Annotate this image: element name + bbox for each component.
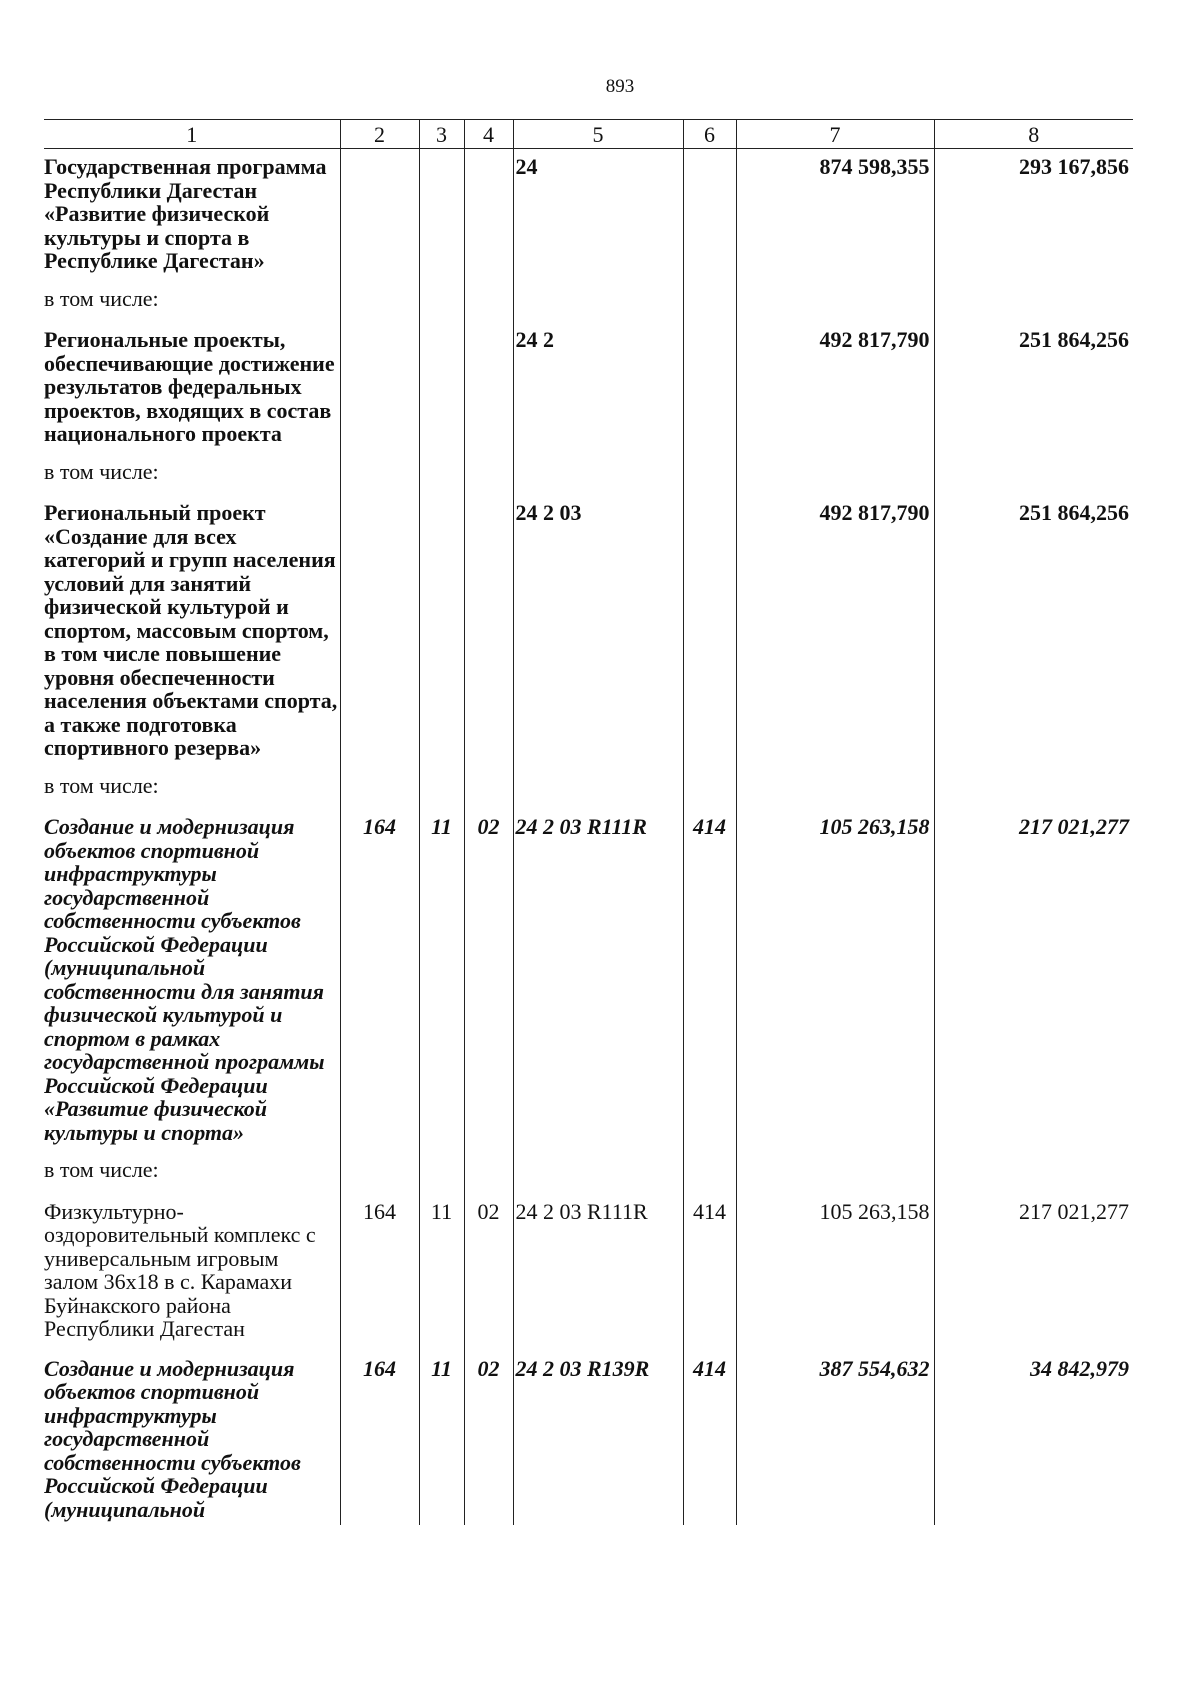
cell-amount-col7 [736,770,934,810]
cell-expense-type-code [683,322,736,456]
cell-amount-col7: 105 263,158 [736,1194,934,1351]
column-header-7: 7 [736,120,934,149]
cell-expense-type-code [683,149,736,283]
cell-amount-col8: 251 864,256 [934,322,1133,456]
table-row [44,283,1133,323]
cell-section-code: 11 [419,1194,464,1351]
cell-ministry-code [340,283,419,323]
table-row [44,322,1133,456]
cell-section-code: 11 [419,809,464,1154]
cell-amount-col8: 217 021,277 [934,1194,1133,1351]
cell-description: Региональный проект «Создание для всех категорий и групп населения условий для занятий физической культурой и спортом, массовым спортом, в том числе повышение уровня обеспеченности населения объектами спорта, а также подготовка спортивного резерва» [44,500,338,760]
cell-amount-col8: 251 864,256 [934,495,1133,770]
cell-target-article-code [513,456,683,496]
cell-amount-col8 [934,770,1133,810]
cell-amount-col8 [934,456,1133,496]
cell-amount-col7 [736,456,934,496]
cell-ministry-code [340,456,419,496]
cell-section-code [419,456,464,496]
cell-description: Региональные проекты, обеспечивающие достижение результатов федеральных проектов, входящих в состав национального проекта [44,327,335,446]
cell-ministry-code: 164 [340,1194,419,1351]
cell-description: Физкультурно-оздоровительный комплекс с универсальным игровым залом 36х18 в с. Карамахи Буйнакского района Республики Дагестан [44,1198,316,1341]
cell-section-code [419,283,464,323]
cell-ministry-code [340,322,419,456]
cell-section-code [419,770,464,810]
cell-amount-col7: 105 263,158 [736,809,934,1154]
cell-section-code [419,1154,464,1194]
cell-subsection-code [464,322,513,456]
cell-expense-type-code [683,283,736,323]
cell-description: Создание и модернизация объектов спортивной инфраструктуры государственной собственности субъектов Российской Федерации (муниципальной собственности для занятия физической культурой и спортом в рамках государственной программы Российской Федерации «Развитие физической культуры и спорта» [44,814,325,1145]
cell-description: в том числе: [44,458,159,484]
cell-ministry-code: 164 [340,1351,419,1526]
column-header-5: 5 [513,120,683,149]
column-header-2: 2 [340,120,419,149]
table-row [44,456,1133,496]
page-number: 893 [605,76,635,97]
cell-subsection-code: 02 [464,1351,513,1526]
table-row [44,1194,1133,1351]
cell-ministry-code: 164 [340,809,419,1154]
column-header-6: 6 [683,120,736,149]
cell-subsection-code: 02 [464,1194,513,1351]
cell-target-article-code [513,1154,683,1194]
cell-target-article-code: 24 2 03 R139R [513,1351,683,1526]
cell-amount-col7: 492 817,790 [736,495,934,770]
cell-amount-col7 [736,1154,934,1194]
cell-subsection-code [464,1154,513,1194]
cell-expense-type-code: 414 [683,809,736,1154]
table-row [44,1154,1133,1194]
budget-table [44,119,1133,1525]
column-header-4: 4 [464,120,513,149]
budget-table-container [44,119,1133,1525]
table-body [44,149,1133,1526]
cell-expense-type-code [683,1154,736,1194]
column-header-3: 3 [419,120,464,149]
cell-amount-col7: 492 817,790 [736,322,934,456]
cell-subsection-code [464,495,513,770]
cell-subsection-code [464,149,513,283]
table-row [44,495,1133,770]
cell-section-code [419,495,464,770]
cell-expense-type-code [683,495,736,770]
table-row [44,809,1133,1154]
cell-subsection-code: 02 [464,809,513,1154]
cell-target-article-code [513,770,683,810]
table-header-row [44,120,1133,149]
cell-description: Государственная программа Республики Дагестан «Развитие физической культуры и спорта в Республике Дагестан» [44,154,327,273]
cell-target-article-code: 24 [513,149,683,283]
column-header-8: 8 [934,120,1133,149]
cell-subsection-code [464,456,513,496]
table-row [44,770,1133,810]
cell-description: Создание и модернизация объектов спортивной инфраструктуры государственной собственности субъектов Российской Федерации (муниципальной [44,1355,301,1522]
cell-section-code: 11 [419,1351,464,1526]
cell-expense-type-code [683,456,736,496]
cell-amount-col7 [736,283,934,323]
cell-section-code [419,149,464,283]
cell-subsection-code [464,283,513,323]
table-row [44,149,1133,283]
cell-target-article-code: 24 2 [513,322,683,456]
cell-description: в том числе: [44,1157,159,1182]
column-header-1: 1 [44,120,340,149]
cell-target-article-code: 24 2 03 [513,495,683,770]
cell-ministry-code [340,1154,419,1194]
cell-expense-type-code [683,770,736,810]
cell-amount-col7: 387 554,632 [736,1351,934,1526]
cell-section-code [419,322,464,456]
cell-expense-type-code: 414 [683,1194,736,1351]
cell-target-article-code [513,283,683,323]
cell-amount-col7: 874 598,355 [736,149,934,283]
cell-amount-col8 [934,1154,1133,1194]
cell-amount-col8 [934,283,1133,323]
cell-description: в том числе: [44,285,159,311]
cell-description: в том числе: [44,772,159,798]
cell-ministry-code [340,495,419,770]
cell-target-article-code: 24 2 03 R111R [513,809,683,1154]
cell-ministry-code [340,770,419,810]
cell-amount-col8: 34 842,979 [934,1351,1133,1526]
cell-target-article-code: 24 2 03 R111R [513,1194,683,1351]
cell-amount-col8: 293 167,856 [934,149,1133,283]
cell-ministry-code [340,149,419,283]
cell-amount-col8: 217 021,277 [934,809,1133,1154]
table-row [44,1351,1133,1526]
cell-subsection-code [464,770,513,810]
cell-expense-type-code: 414 [683,1351,736,1526]
